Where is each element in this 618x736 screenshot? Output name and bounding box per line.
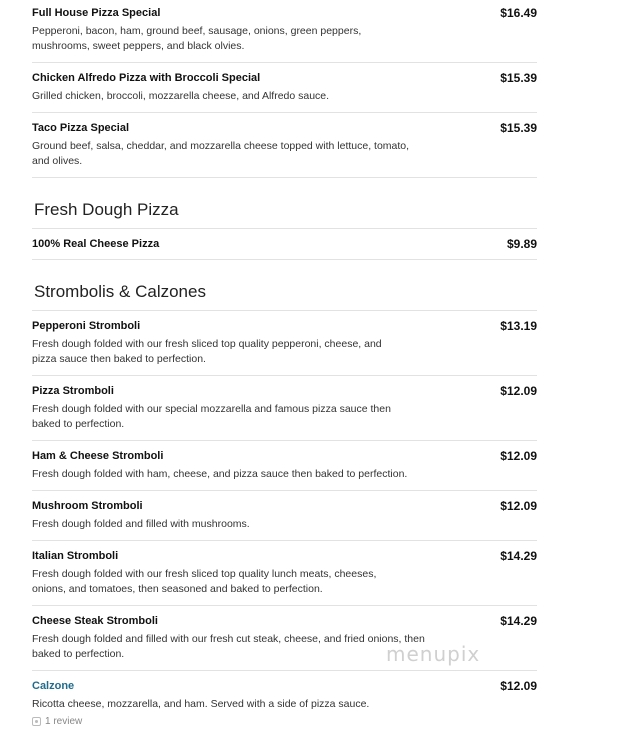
menu-item <box>32 376 537 441</box>
item-price: $13.19 <box>500 319 537 333</box>
item-name: Pepperoni Stromboli <box>32 320 141 332</box>
item-price: $15.39 <box>500 71 537 85</box>
item-name: Pizza Stromboli <box>32 385 114 397</box>
item-name: Taco Pizza Special <box>32 122 130 134</box>
item-price: $12.09 <box>500 499 537 513</box>
item-price: $15.39 <box>500 121 537 135</box>
calzone-link[interactable]: Calzone <box>32 680 75 692</box>
section-title-strombolis: Strombolis & Calzones <box>32 260 537 311</box>
review-link[interactable] <box>32 716 537 727</box>
section-title-fresh-dough: Fresh Dough Pizza <box>32 178 537 229</box>
item-description: Fresh dough folded with our fresh sliced top quality lunch meats, cheeses, onions, and tomatoes, then seasoned and baked to perfection. <box>32 568 377 595</box>
item-name: Italian Stromboli <box>32 550 119 562</box>
menu-item <box>32 541 537 606</box>
item-description: Fresh dough folded with our special mozzarella and famous pizza sauce then baked to perfection. <box>32 403 391 430</box>
item-description: Fresh dough folded and filled with our fresh cut steak, cheese, and fried onions, then baked to perfection. <box>32 633 425 660</box>
menu-item <box>32 491 537 541</box>
item-description: Pepperoni, bacon, ham, ground beef, sausage, onions, green peppers, mushrooms, sweet peppers, and black olvies. <box>32 25 362 52</box>
item-price: $12.09 <box>500 449 537 463</box>
item-description: Fresh dough folded with our fresh sliced top quality pepperoni, cheese, and pizza sauce then baked to perfection. <box>32 338 382 365</box>
item-price: $9.89 <box>506 237 537 251</box>
review-icon <box>32 717 41 726</box>
item-name: Full House Pizza Special <box>32 7 161 19</box>
menu-item <box>32 229 537 260</box>
item-price: $14.29 <box>500 614 537 628</box>
menu-item <box>32 63 537 113</box>
item-price: $16.49 <box>500 6 537 20</box>
item-description: Ricotta cheese, mozzarella, and ham. Served with a side of pizza sauce. <box>32 698 370 710</box>
item-name: Chicken Alfredo Pizza with Broccoli Special <box>32 72 261 84</box>
item-name: 100% Real Cheese Pizza <box>32 238 160 250</box>
menu-item <box>32 441 537 491</box>
item-name: Cheese Steak Stromboli <box>32 615 158 627</box>
item-name: Ham & Cheese Stromboli <box>32 450 164 462</box>
menu-item <box>32 113 537 178</box>
review-count: 1 review <box>45 716 83 727</box>
item-name: Mushroom Stromboli <box>32 500 143 512</box>
item-description: Grilled chicken, broccoli, mozzarella cheese, and Alfredo sauce. <box>32 90 330 102</box>
menu-item <box>32 671 537 735</box>
item-price: $12.09 <box>500 384 537 398</box>
item-description: Fresh dough folded and filled with mushrooms. <box>32 518 250 530</box>
menu <box>32 0 537 735</box>
menu-item <box>32 0 537 63</box>
menu-item <box>32 311 537 376</box>
item-price: $14.29 <box>500 549 537 563</box>
item-description: Ground beef, salsa, cheddar, and mozzarella cheese topped with lettuce, tomato, and olives. <box>32 140 410 167</box>
watermark-logo: menupix <box>386 642 481 666</box>
item-description: Fresh dough folded with ham, cheese, and pizza sauce then baked to perfection. <box>32 468 408 480</box>
item-price: $12.09 <box>500 679 537 693</box>
